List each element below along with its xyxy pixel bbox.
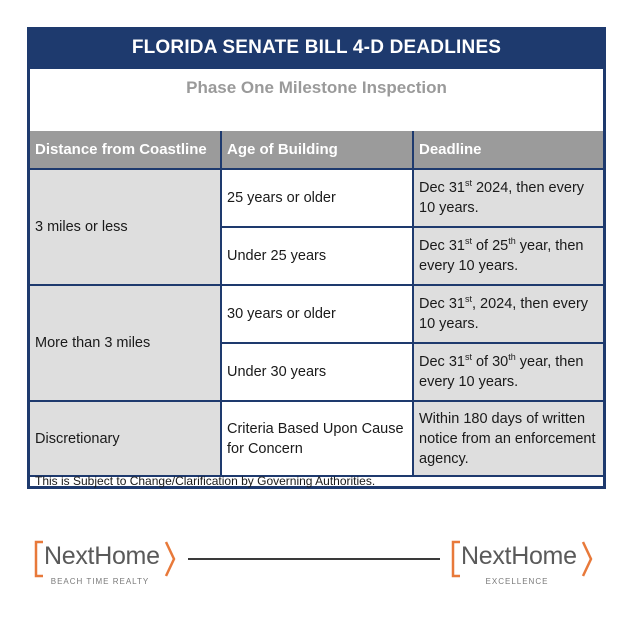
logo-tagline: BEACH TIME REALTY: [50, 577, 150, 586]
age-cell: Under 30 years: [221, 343, 413, 401]
deadline-cell: Dec 31st of 30th year, then every 10 years.: [413, 343, 603, 401]
table-header-row: [30, 131, 603, 169]
distance-cell: 3 miles or less: [30, 169, 221, 285]
subtitle-band: [30, 69, 603, 131]
deadline-cell: Dec 31st, 2024, then every 10 years.: [413, 285, 603, 343]
divider: [188, 558, 440, 560]
age-cell: 30 years or older: [221, 285, 413, 343]
deadlines-table-card: [27, 27, 606, 489]
right-chevron-icon: [580, 540, 594, 578]
logo-wordmark: NextHome: [44, 542, 160, 570]
age-cell: 25 years or older: [221, 169, 413, 227]
table-row: [30, 285, 603, 343]
deadline-cell: Within 180 days of written notice from an enforcement agency.: [413, 401, 603, 476]
table-body: [30, 69, 603, 486]
subtitle: Phase One Milestone Inspection: [186, 78, 447, 97]
right-chevron-icon: [163, 540, 177, 578]
deadlines-table: [30, 131, 603, 477]
header-distance: Distance from Coastline: [30, 131, 221, 169]
logo-tagline: EXCELLENCE: [485, 577, 549, 586]
header-deadline: Deadline: [413, 131, 603, 169]
age-cell: Under 25 years: [221, 227, 413, 285]
footnote: This is Subject to Change/Clarification by Governing Authorities.: [35, 474, 376, 488]
distance-cell: More than 3 miles: [30, 285, 221, 401]
page-title: FLORIDA SENATE BILL 4-D DEADLINES: [131, 37, 502, 58]
logo-wordmark: NextHome: [461, 542, 577, 570]
distance-cell: Discretionary: [30, 401, 221, 476]
age-cell: Criteria Based Upon Cause for Concern: [221, 401, 413, 476]
header-age: Age of Building: [221, 131, 413, 169]
table-row: [30, 169, 603, 227]
deadline-cell: Dec 31st of 25th year, then every 10 years.: [413, 227, 603, 285]
deadline-cell: Dec 31st 2024, then every 10 years.: [413, 169, 603, 227]
brand-logo-right: [450, 540, 610, 590]
brand-logo-left: [33, 540, 193, 590]
